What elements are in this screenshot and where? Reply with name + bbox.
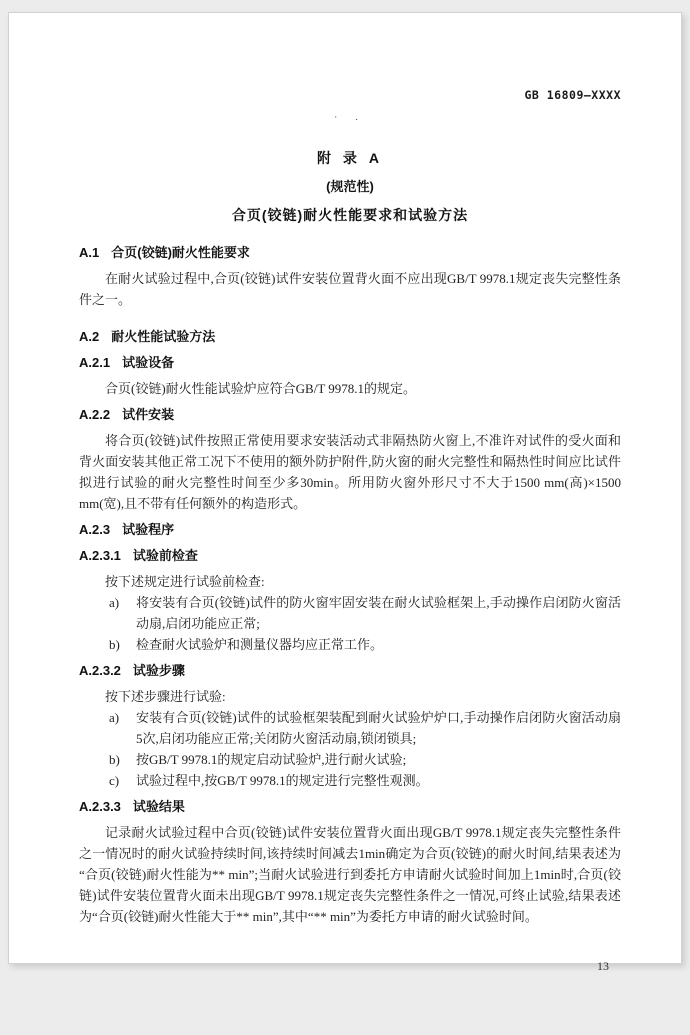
list-item [79, 770, 621, 791]
section-heading-a21 [79, 352, 621, 373]
list-item-label: b) [109, 637, 120, 652]
list-item [79, 749, 621, 770]
appendix-label: 附 录 A [317, 150, 383, 166]
paragraph-a22: 将合页(铰链)试件按照正常使用要求安装活动式非隔热防火窗上,不准许对试件的受火面和背火面安装其他正常工况下不使用的额外防护附件,防火窗的耐火完整性和隔热性时间应比试件拟进行试验的耐火完整性时间至少多30min。所用防火窗外形尺寸不大于1500 mm(高)×1500 mm(宽),且不带有任何额外的构造形式。 [79, 433, 621, 511]
section-heading-a1 [79, 242, 621, 263]
paragraph-a233: 记录耐火试验过程中合页(铰链)试件安装位置背火面出现GB/T 9978.1规定丧失完整性条件之一情况时的耐火试验持续时间,该持续时间减去1min确定为合页(铰链)的耐火时间,结果表述为“合页(铰链)耐火性能为** min”;当耐火试验进行到委托方申请耐火试验时间加上1min时,合页(铰链)试件安装位置背火面未出现GB/T 9978.1规定丧失完整性条件之一情况,可终止试验,结果表述为“合页(铰链)耐火性能大于** min”,其中“** min”为委托方申请的耐火试验时间。 [79, 825, 621, 924]
section-title: 试验前检查 [132, 548, 198, 563]
list-item-text: 按GB/T 9978.1的规定启动试验炉,进行耐火试验; [136, 752, 407, 767]
paragraph-a1: 在耐火试验过程中,合页(铰链)试件安装位置背火面不应出现GB/T 9978.1规定丧失完整性条件之一。 [79, 271, 621, 307]
list-item [79, 634, 621, 655]
standard-code: GB 16809—XXXX [524, 88, 621, 102]
section-heading-a2 [79, 326, 621, 347]
section-title: 合页(铰链)耐火性能要求 [111, 245, 250, 260]
list-item-label: b) [109, 752, 120, 767]
section-number: A.2.2 [79, 407, 111, 422]
section-heading-a232 [79, 660, 621, 681]
section-title: 耐火性能试验方法 [111, 329, 216, 344]
list-item-text: 将安装有合页(铰链)试件的防火窗牢固安装在耐火试验框架上,手动操作启闭防火窗活动扇,启闭功能应正常; [136, 595, 621, 631]
section-title: 试件安装 [122, 407, 175, 422]
page-content [9, 85, 681, 1035]
list-intro-a232: 按下述步骤进行试验: [105, 689, 226, 704]
document-page [8, 12, 682, 973]
list-item-text: 安装有合页(铰链)试件的试验框架装配到耐火试验炉炉口,手动操作启闭防火窗活动扇5次,启闭功能应正常;关闭防火窗活动扇,锁闭锁具; [136, 710, 621, 746]
section-heading-a233 [79, 796, 621, 817]
section-title: 试验步骤 [132, 663, 185, 678]
list-item [79, 707, 621, 749]
list-item-text: 试验过程中,按GB/T 9978.1的规定进行完整性观测。 [136, 773, 429, 788]
section-heading-a23 [79, 519, 621, 540]
section-number: A.2.3.1 [79, 548, 121, 563]
section-heading-a231 [79, 545, 621, 566]
section-title: 试验结果 [132, 799, 185, 814]
list-item-text: 检查耐火试验炉和测量仪器均应正常工作。 [136, 637, 384, 652]
appendix-title: 合页(铰链)耐火性能要求和试验方法 [231, 207, 469, 223]
list-item-label: a) [109, 595, 120, 610]
section-number: A.2 [79, 329, 100, 344]
section-number: A.1 [79, 245, 100, 260]
stray-scan-marks: · . [334, 112, 366, 122]
list-item-label: a) [109, 710, 120, 725]
section-number: A.2.3.2 [79, 663, 121, 678]
section-heading-a22 [79, 404, 621, 425]
appendix-normative: (规范性) [326, 179, 374, 194]
section-title: 试验程序 [122, 522, 175, 537]
list-item [79, 592, 621, 634]
section-number: A.2.3.3 [79, 799, 121, 814]
paragraph-a21: 合页(铰链)耐火性能试验炉应符合GB/T 9978.1的规定。 [105, 381, 417, 396]
section-number: A.2.1 [79, 355, 111, 370]
list-item-label: c) [109, 773, 120, 788]
section-number: A.2.3 [79, 522, 111, 537]
list-intro-a231: 按下述规定进行试验前检查: [105, 574, 265, 589]
page-number: 13 [597, 959, 609, 973]
section-title: 试验设备 [122, 355, 175, 370]
